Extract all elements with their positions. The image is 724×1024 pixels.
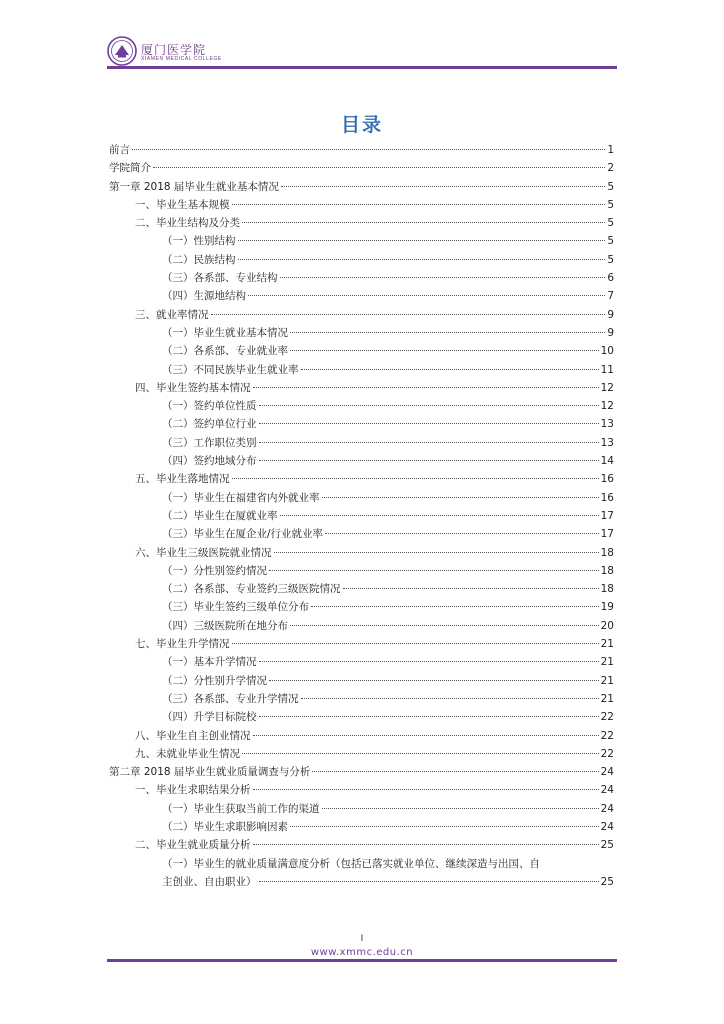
toc-entry-title: （一）毕业生获取当前工作的渠道	[162, 802, 320, 815]
toc-entry-title: （二）签约单位行业	[162, 418, 257, 431]
toc-entry[interactable]	[109, 507, 614, 525]
toc-entry[interactable]	[109, 617, 614, 635]
toc-dot-leader	[238, 239, 606, 241]
toc-entry-title: （四）签约地域分布	[162, 455, 257, 468]
toc-entry-page: 13	[600, 418, 614, 431]
toc-entry-title: 九、未就业毕业生情况	[135, 747, 240, 760]
toc-entry[interactable]	[109, 836, 614, 854]
toc-entry[interactable]	[109, 287, 614, 305]
toc-entry-page: 24	[600, 784, 614, 797]
toc-entry-page: 24	[600, 820, 614, 833]
toc-entry[interactable]	[109, 855, 614, 892]
toc-entry-title: （一）性别结构	[162, 235, 236, 248]
toc-entry-page: 5	[607, 198, 614, 211]
college-logo-text: 厦门医学院	[141, 43, 207, 57]
toc-entry-title: （一）毕业生的就业质量满意度分析（包括已落实就业单位、继续深造与出国、自	[162, 857, 540, 870]
toc-entry[interactable]	[109, 690, 614, 708]
toc-entry-title: 三、就业率情况	[135, 308, 209, 321]
toc-entry-title: （二）分性别升学情况	[162, 674, 267, 687]
toc-entry[interactable]	[109, 598, 614, 616]
toc-entry[interactable]	[109, 141, 614, 159]
toc-entry[interactable]	[109, 562, 614, 580]
toc-entry-title: （三）工作职位类别	[162, 436, 257, 449]
college-logo-icon	[107, 36, 137, 66]
toc-entry-page: 5	[607, 235, 614, 248]
toc-entry-page: 10	[600, 345, 614, 358]
toc-dot-leader	[253, 734, 599, 736]
toc-entry[interactable]	[109, 525, 614, 543]
toc-dot-leader	[238, 258, 606, 260]
toc-entry-title: （三）毕业生签约三级单位分布	[162, 601, 309, 614]
toc-entry-page: 2	[607, 162, 614, 175]
toc-entry-title: 前言	[109, 144, 130, 156]
toc-entry-title: （三）各系部、专业升学情况	[162, 692, 299, 705]
toc-entry-title: （一）基本升学情况	[162, 656, 257, 669]
toc-dot-leader	[274, 551, 599, 553]
toc-entry[interactable]	[109, 470, 614, 488]
toc-dot-leader	[253, 788, 599, 790]
toc-entry-title: 二、毕业生就业质量分析	[135, 839, 251, 852]
toc-dot-leader	[280, 514, 599, 516]
toc-entry[interactable]	[109, 361, 614, 379]
toc-entry-title: 七、毕业生升学情况	[135, 638, 230, 651]
toc-entry-title-continued: 主创业、自由职业）	[162, 875, 257, 888]
toc-dot-leader	[153, 166, 605, 168]
toc-entry-title: （四）升学目标院校	[162, 711, 257, 724]
toc-entry[interactable]	[109, 159, 614, 177]
toc-dot-leader	[132, 148, 605, 150]
page-header	[107, 36, 617, 70]
footer-url-link[interactable]: www.xmmc.edu.cn	[310, 947, 414, 958]
toc-entry-title: （二）毕业生求职影响因素	[162, 820, 288, 833]
footer-divider	[107, 959, 617, 962]
toc-dot-leader	[211, 313, 606, 315]
toc-entry-title: （一）毕业生就业基本情况	[162, 326, 288, 339]
page-title: 目录	[340, 114, 383, 136]
toc-entry-page: 21	[600, 674, 614, 687]
toc-dot-leader	[232, 203, 606, 205]
toc-entry-page: 22	[600, 711, 614, 724]
toc-entry-title: （三）不同民族毕业生就业率	[162, 363, 299, 376]
toc-dot-leader	[311, 605, 599, 607]
toc-dot-leader	[290, 331, 605, 333]
page-number: I	[360, 934, 364, 944]
toc-entry-title: （四）生源地结构	[162, 290, 246, 303]
toc-entry[interactable]	[109, 818, 614, 836]
toc-entry-page: 17	[600, 528, 614, 541]
toc-entry-title: 五、毕业生落地情况	[135, 473, 230, 486]
toc-entry-title: 学院简介	[109, 162, 151, 175]
toc-entry[interactable]	[109, 415, 614, 433]
toc-dot-leader	[253, 843, 599, 845]
toc-entry[interactable]	[109, 342, 614, 360]
toc-dot-leader	[259, 404, 599, 406]
toc-entry[interactable]	[109, 763, 614, 781]
toc-entry-page: 21	[600, 692, 614, 705]
toc-dot-leader	[301, 697, 599, 699]
toc-entry[interactable]	[109, 580, 614, 598]
header-divider	[107, 66, 617, 69]
toc-entry[interactable]	[109, 434, 614, 452]
toc-entry-page: 21	[600, 656, 614, 669]
toc-entry-page: 6	[607, 272, 614, 285]
toc-entry-page: 25	[600, 839, 614, 852]
toc-dot-leader	[232, 642, 599, 644]
toc-entry[interactable]	[109, 397, 614, 415]
toc-entry-page: 18	[600, 546, 614, 559]
toc-entry[interactable]	[109, 324, 614, 342]
toc-entry[interactable]	[109, 727, 614, 745]
toc-dot-leader	[248, 294, 605, 296]
toc-entry-page: 5	[607, 217, 614, 230]
toc-entry[interactable]	[109, 232, 614, 250]
toc-entry[interactable]	[109, 489, 614, 507]
toc-entry-page: 14	[600, 455, 614, 468]
toc-entry-title: （一）签约单位性质	[162, 400, 257, 413]
toc-entry-page: 16	[600, 473, 614, 486]
toc-dot-leader	[290, 349, 599, 351]
toc-dot-leader	[259, 660, 599, 662]
toc-entry-title: （三）各系部、专业结构	[162, 272, 278, 285]
toc-entry-page: 11	[600, 363, 614, 376]
toc-dot-leader	[232, 477, 599, 479]
college-logo-subtext: XIAMEN MEDICAL COLLEGE	[141, 56, 222, 62]
toc-entry-page: 1	[607, 144, 614, 156]
toc-entry-title: 八、毕业生自主创业情况	[135, 729, 251, 742]
toc-entry[interactable]	[109, 251, 614, 269]
toc-dot-leader	[281, 185, 605, 187]
toc-entry[interactable]	[109, 800, 614, 818]
toc-dot-leader	[280, 276, 606, 278]
toc-entry-page: 21	[600, 638, 614, 651]
toc-dot-leader	[343, 587, 599, 589]
toc-entry-page: 5	[607, 253, 614, 266]
toc-dot-leader	[301, 368, 599, 370]
toc-entry-page: 9	[607, 308, 614, 321]
toc-dot-leader	[259, 715, 599, 717]
toc-entry-title: 二、毕业生结构及分类	[135, 217, 240, 230]
toc-entry-page: 5	[607, 180, 614, 193]
toc-entry-title: （一）毕业生在福建省内外就业率	[162, 491, 320, 504]
toc-entry-title: （三）毕业生在厦企业/行业就业率	[162, 528, 324, 541]
toc-dot-leader	[259, 441, 599, 443]
toc-entry[interactable]	[109, 214, 614, 232]
toc-entry-page: 24	[600, 766, 614, 779]
toc-entry[interactable]	[109, 745, 614, 763]
toc-entry-page: 20	[600, 619, 614, 632]
toc-dot-leader	[253, 386, 599, 388]
toc-dot-leader	[322, 496, 599, 498]
toc-entry-page: 18	[600, 564, 614, 577]
toc-entry-page: 24	[600, 802, 614, 815]
toc-entry-page: 12	[600, 381, 614, 394]
toc-entry-page: 13	[600, 436, 614, 449]
toc-dot-leader	[242, 221, 605, 223]
table-of-contents	[109, 141, 614, 891]
toc-entry-title: （二）毕业生在厦就业率	[162, 509, 278, 522]
toc-entry-title: 一、毕业生基本规模	[135, 198, 230, 211]
toc-dot-leader	[259, 459, 599, 461]
toc-entry-title: （二）各系部、专业签约三级医院情况	[162, 583, 341, 596]
toc-entry[interactable]	[109, 306, 614, 324]
toc-entry-page: 18	[600, 583, 614, 596]
toc-entry-page: 7	[607, 290, 614, 303]
toc-entry-title: 一、毕业生求职结果分析	[135, 784, 251, 797]
toc-entry-page: 19	[600, 601, 614, 614]
toc-dot-leader	[269, 679, 599, 681]
toc-entry[interactable]	[109, 269, 614, 287]
toc-dot-leader	[269, 569, 599, 571]
toc-entry-title: （四）三级医院所在地分布	[162, 619, 288, 632]
toc-dot-leader	[322, 807, 599, 809]
toc-entry-page: 22	[600, 729, 614, 742]
toc-dot-leader	[290, 825, 599, 827]
toc-entry[interactable]	[109, 653, 614, 671]
toc-entry-title: （二）民族结构	[162, 253, 236, 266]
toc-entry-page: 17	[600, 509, 614, 522]
toc-dot-leader	[312, 770, 598, 772]
toc-entry[interactable]	[109, 452, 614, 470]
toc-entry-page: 22	[600, 747, 614, 760]
toc-dot-leader	[242, 752, 599, 754]
toc-entry-page: 9	[607, 326, 614, 339]
toc-entry[interactable]	[109, 196, 614, 214]
toc-entry-page: 25	[600, 875, 614, 888]
toc-entry-page: 16	[600, 491, 614, 504]
toc-dot-leader	[290, 624, 599, 626]
toc-entry[interactable]	[109, 379, 614, 397]
toc-entry[interactable]	[109, 635, 614, 653]
toc-entry[interactable]	[109, 708, 614, 726]
toc-entry[interactable]	[109, 544, 614, 562]
toc-entry-title: （一）分性别签约情况	[162, 564, 267, 577]
toc-entry[interactable]	[109, 781, 614, 799]
toc-entry[interactable]	[109, 672, 614, 690]
toc-entry-title: 六、毕业生三级医院就业情况	[135, 546, 272, 559]
toc-entry-title: （二）各系部、专业就业率	[162, 345, 288, 358]
toc-entry-page: 12	[600, 400, 614, 413]
toc-dot-leader	[259, 422, 599, 424]
toc-dot-leader	[259, 880, 599, 882]
toc-entry-title: 第二章 2018 届毕业生就业质量调查与分析	[109, 766, 311, 779]
toc-entry-title: 四、毕业生签约基本情况	[135, 381, 251, 394]
toc-dot-leader	[325, 532, 599, 534]
toc-entry-title: 第一章 2018 届毕业生就业基本情况	[109, 180, 279, 193]
toc-entry[interactable]	[109, 178, 614, 196]
